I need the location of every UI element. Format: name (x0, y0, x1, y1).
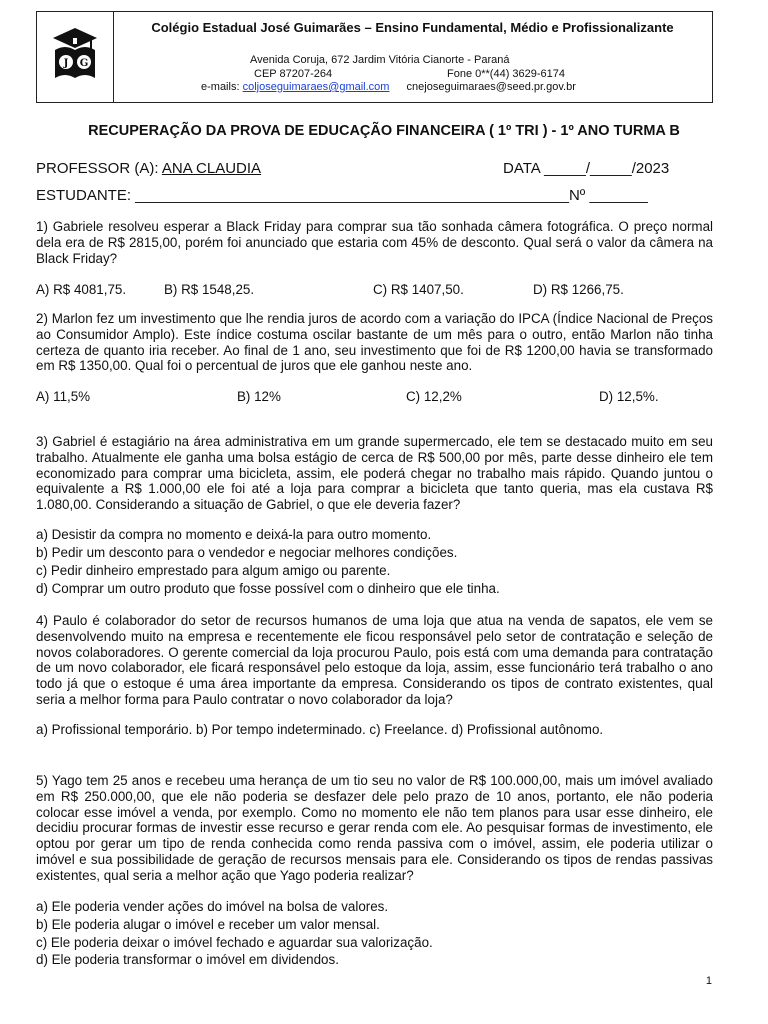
student-line: ESTUDANTE: ____________________________________________________Nº _______ (36, 187, 648, 204)
professor-name: ANA CLAUDIA (161, 160, 262, 177)
q5-option-c: c) Ele poderia deixar o imóvel fechado e aguardar sua valorização. (36, 935, 433, 950)
page-number: 1 (705, 975, 712, 987)
q3-option-a: a) Desistir da compra no momento e deixá-la para outro momento. (36, 527, 432, 542)
q4-options: a) Profissional temporário. b) Por tempo indeterminado. c) Freelance. d) Profissional autônomo. (36, 722, 604, 737)
logo-letter-j: J (63, 58, 69, 69)
professor-line (36, 160, 261, 177)
q1-option-d: D) R$ 1266,75. (533, 282, 624, 297)
q3-option-d: d) Comprar um outro produto que fosse possível com o dinheiro que ele tinha. (36, 581, 500, 596)
school-address: Avenida Coruja, 672 Jardim Vitória Cianorte - Paraná (250, 54, 510, 66)
q2-option-a: A) 11,5% (36, 389, 91, 404)
q5-option-b: b) Ele poderia alugar o imóvel e receber um valor mensal. (36, 917, 380, 932)
q2-option-b: B) 12% (237, 389, 281, 404)
q1-option-c: C) R$ 1407,50. (373, 282, 464, 297)
school-name: Colégio Estadual José Guimarães – Ensino Fundamental, Médio e Profissionalizante (151, 20, 674, 35)
exam-title: RECUPERAÇÃO DA PROVA DE EDUCAÇÃO FINANCEIRA ( 1º TRI ) - 1º ANO TURMA B (88, 123, 680, 139)
question-5-text: 5) Yago tem 25 anos e recebeu uma herança de um tio seu no valor de R$ 100.000,00, mais um imóvel avaliado em R$ 250.000,00, que ele não poderia se desfazer dele pelo prazo de 10 anos, portanto, ele não poderia colocar esse imóvel a venda, por exemplo. Como no momento ele não tem planos para usar esse dinheiro, ele decidiu procurar formas de investir esse recurso e gerar renda com ele. Ao pesquisar formas de investimento, ele optou por gerar um tipo de renda conhecida como renda passiva com o imóvel, assim, ele poderia utilizar o imóvel e sua possibilidade de geração de recursos mensais para ele. Considerando os tipos de rendas passivas existentes, qual seria a melhor ação que Yago poderia realizar? (36, 773, 713, 883)
question-2-text: 2) Marlon fez um investimento que lhe rendia juros de acordo com a variação do IPCA (Índice Nacional de Preços ao Consumidor Amplo). Este índice costuma oscilar bastante de um mês para o outro, então Marlon não tinha certeza de quanto iria receber. Ao final de 1 ano, seu investimento que foi de R$ 1200,00 havia se transformado em R$ 1350,00. Qual foi o percentual de juros que ele ganhou neste ano. (36, 311, 713, 374)
emails-label: e-mails: (201, 81, 240, 93)
school-phone: Fone 0**(44) 3629-6174 (447, 68, 566, 80)
q1-option-a: A) R$ 4081,75. (36, 282, 127, 297)
q2-option-d: D) 12,5%. (599, 389, 659, 404)
question-3-text: 3) Gabriel é estagiário na área administrativa em um grande supermercado, ele tem se destacado muito em seu trabalho. Atualmente ele ganha uma bolsa estágio de cerca de R$ 500,00 por mês, parte desse dinheiro ele tem economizado para comprar uma bicicleta, assim, ele poderá chegar no trabalho mais rápido. Quando juntou o equivalente a R$ 1.000,00 ele foi até a loja para comprar a bicicleta que tanto queria, mas ela custava R$ 1.080,00. Considerando a situação de Gabriel, o que ele deveria fazer? (36, 434, 713, 513)
q2-option-c: C) 12,2% (406, 389, 462, 404)
school-emails (201, 81, 576, 93)
date-line: DATA _____/_____/2023 (503, 160, 670, 177)
q5-option-d: d) Ele poderia transformar o imóvel em dividendos. (36, 952, 339, 967)
school-cep: CEP 87207-264 (254, 68, 333, 80)
professor-label: PROFESSOR (A): (36, 160, 162, 177)
school-logo-icon (51, 26, 99, 88)
email-seed: cnejoseguimaraes@seed.pr.gov.br (406, 81, 576, 93)
q5-option-a: a) Ele poderia vender ações do imóvel na bolsa de valores. (36, 899, 389, 914)
school-header (36, 11, 713, 103)
logo-letter-g: G (79, 58, 89, 69)
email-link-gmail[interactable]: coljoseguimaraes@gmail.com (242, 81, 390, 93)
q1-option-b: B) R$ 1548,25. (164, 282, 255, 297)
q3-option-c: c) Pedir dinheiro emprestado para algum amigo ou parente. (36, 563, 391, 578)
question-4-text: 4) Paulo é colaborador do setor de recursos humanos de uma loja que atua na venda de sapatos, ele vem se desenvolvendo muito na empresa e recentemente ele ficou responsável pelo setor de contratação e seleção de novos colaboradores. O gerente comercial da loja procurou Paulo, pois está com uma demanda para contratação de um novo colaborador, ele ficará responsável pelo estoque da loja, assim, esse funcionário terá trabalho o ano todo já que o estoque é uma área importante da empresa. Considerando os tipos de contrato existentes, qual seria a melhor forma para Paulo contratar o novo colaborador da loja? (36, 613, 713, 707)
q3-option-b: b) Pedir um desconto para o vendedor e negociar melhores condições. (36, 545, 458, 560)
question-1-text: 1) Gabriele resolveu esperar a Black Friday para comprar sua tão sonhada câmera fotográfica. O preço normal dela era de R$ 2815,00, porém foi anunciado que estaria com 45% de desconto. Qual será o valor da câmera na Black Friday? (36, 219, 713, 266)
school-logo (37, 12, 114, 102)
